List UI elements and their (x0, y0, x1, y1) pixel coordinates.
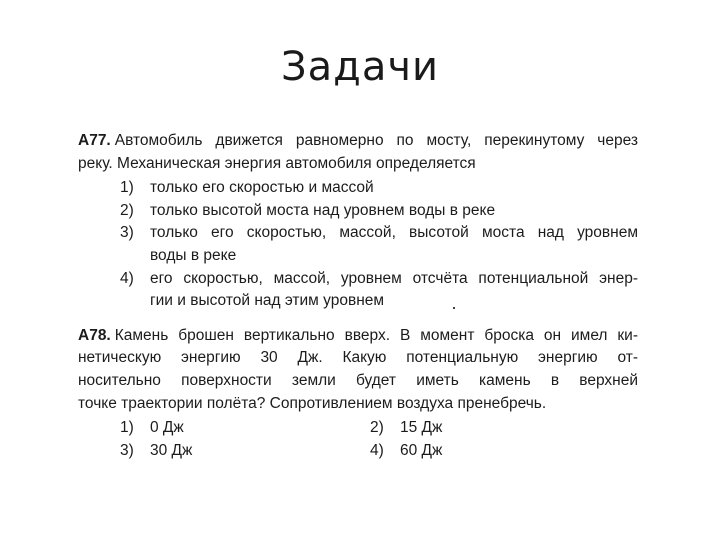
option-text-continued: гии и высотой над этим уровнем (150, 292, 385, 310)
option-text: его скоростью, массой, уровнем отсчёта потенциальной энер- (150, 269, 638, 287)
answer-option (78, 268, 638, 313)
problem-a77-line-1 (78, 130, 638, 153)
scanned-problems (78, 130, 638, 462)
problem-a78-text-1: Камень брошен вертикально вверх. В момент броска он имел ки- (114, 326, 638, 344)
problem-a78-text-2: нетическую энергию 30 Дж. Какую потенциальную энергию от- (78, 349, 638, 367)
scan-speck (453, 307, 455, 309)
slide-title: Задачи (281, 44, 439, 90)
option-number: 4) (370, 441, 384, 459)
problem-a78-line-1 (78, 325, 638, 348)
option-number: 1) (120, 419, 134, 437)
problem-a77-options (78, 177, 638, 313)
problem-a78 (78, 325, 638, 463)
answer-option (78, 440, 328, 463)
option-text: 30 Дж (150, 441, 193, 459)
option-text-continued: воды в реке (150, 246, 237, 264)
option-text: 0 Дж (150, 419, 184, 437)
option-text: 15 Дж (400, 419, 443, 437)
option-text: 60 Дж (400, 441, 443, 459)
answer-option (78, 200, 638, 223)
option-number: 4) (120, 269, 134, 287)
problem-a78-options (78, 417, 638, 462)
option-text: только его скоростью, массой, высотой моста над уровнем (150, 224, 638, 242)
problem-a77 (78, 130, 638, 313)
problem-a78-number: А78. (78, 326, 111, 344)
option-text: только высотой моста над уровнем воды в реке (150, 201, 496, 219)
problem-a77-text-1: Автомобиль движется равномерно по мосту, перекинутому через (114, 132, 638, 149)
answer-option (78, 222, 638, 267)
answer-option (328, 417, 578, 440)
option-number: 3) (120, 441, 134, 459)
option-number: 2) (370, 419, 384, 437)
problem-a78-text-3: носительно поверхности земли будет иметь камень в верхней (78, 371, 638, 389)
option-text: только его скоростью и массой (150, 179, 374, 197)
answer-option (78, 417, 328, 440)
answer-option (78, 177, 638, 200)
problem-a77-number: А77. (78, 132, 111, 149)
option-number: 2) (120, 201, 134, 219)
option-number: 3) (120, 224, 134, 242)
answer-option (328, 440, 578, 463)
problem-a77-text-2: реку. Механическая энергия автомобиля определяется (78, 154, 476, 172)
problem-a78-text-4: точке траектории полёта? Сопротивлением воздуха пренебречь. (78, 394, 547, 412)
option-number: 1) (120, 179, 134, 197)
